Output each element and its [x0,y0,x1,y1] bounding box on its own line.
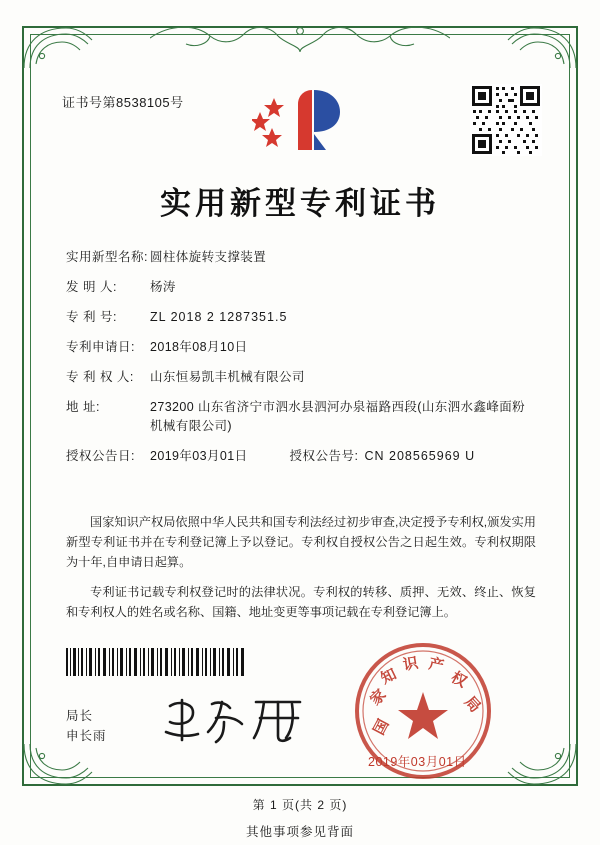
svg-text:局: 局 [461,693,483,716]
field-value: 2019年03月01日 [150,449,248,463]
page-number: 第 1 页(共 2 页) [252,798,348,812]
svg-text:知: 知 [378,666,400,688]
field-label: 实用新型名称: [66,250,148,264]
field-value: 2018年08月10日 [150,340,248,354]
signature-title-label: 局长 [66,709,94,723]
paragraph-2: 专利证书记载专利权登记时的法律状况。专利权的转移、质押、无效、终止、恢复和专利权人的姓名或名称、国籍、地址变更等事项记载在专利登记簿上。 [66,585,536,619]
field-value: 273200 山东省济宁市泗水县泗河办泉福路西段(山东泗水鑫峰面粉机械有限公司) [150,400,526,433]
field-value: CN 208565969 U [364,449,476,463]
field-list [66,248,536,477]
field-row-patentee [66,368,536,387]
field-label: 专利申请日: [66,340,135,354]
page-title: 实用新型专利证书 [160,186,440,221]
field-label: 发 明 人: [66,280,117,294]
top-ornament [150,22,450,56]
field-row-grant-announcement [66,447,536,466]
qr-code [470,84,542,156]
field-row-inventor [66,278,536,297]
field-value: 山东恒易凯丰机械有限公司 [150,370,305,384]
field-label: 专 利 权 人: [66,370,134,384]
handwritten-signature [160,692,310,746]
signature-name: 申长雨 [66,729,107,743]
field-row-address [66,398,536,436]
field-label: 授权公告日: [66,449,135,463]
cnipa-logo-icon [252,82,348,160]
paragraph-1: 国家知识产权局依照中华人民共和国专利法经过初步审查,决定授予专利权,颁发实用新型专利证书并在专利登记簿上予以登记。专利权自授权公告之日起生效。专利权期限为十年,自申请日起算。 [66,515,536,569]
grant-number-segment [290,447,476,466]
signature-block [66,706,107,746]
field-label: 授权公告号: [289,449,359,463]
field-row-application-date [66,338,536,357]
certificate-number: 证书号第8538105号 [62,95,184,110]
svg-text:产: 产 [427,656,446,676]
grant-date-segment [66,447,248,466]
field-value: 杨涛 [150,280,176,294]
field-value: ZL 2018 2 1287351.5 [150,310,288,324]
svg-text:家: 家 [367,686,390,709]
field-row-patent-number [66,308,536,327]
field-label: 地 址: [66,400,100,414]
field-label: 专 利 号: [66,310,117,324]
barcode [66,648,246,676]
field-row-utility-model-name [66,248,536,267]
field-value: 圆柱体旋转支撑装置 [150,250,267,264]
svg-text:识: 识 [401,655,420,674]
seal-date: 2019年03月01日 [368,755,467,769]
svg-text:权: 权 [448,669,470,691]
footer-note: 其他事项参见背面 [245,825,354,839]
legal-text [66,512,536,632]
svg-text:国: 国 [371,717,393,738]
